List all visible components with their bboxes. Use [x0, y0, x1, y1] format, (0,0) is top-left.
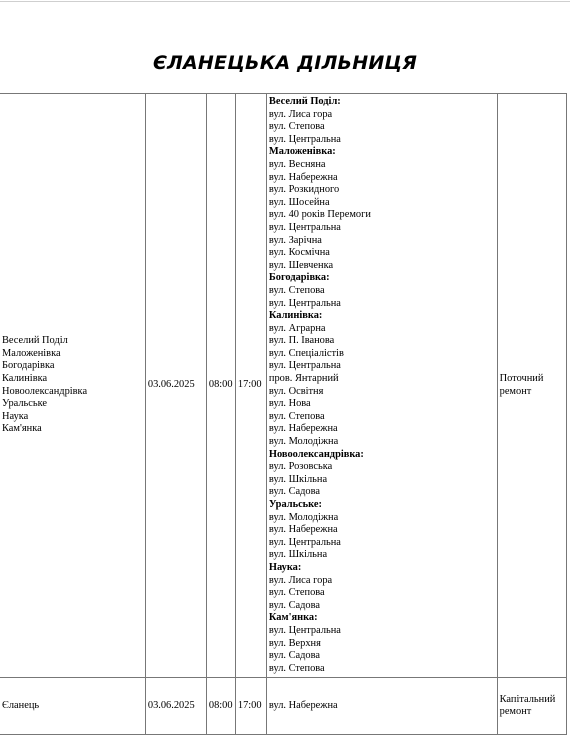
- street-item: вул. Спеціалістів: [268, 347, 344, 359]
- work-type-line: Капітальний: [499, 693, 556, 705]
- date-cell: 03.06.2025: [145, 94, 206, 678]
- town-heading: Новоолександрівка:: [268, 448, 364, 460]
- street-item: вул. Садова: [268, 650, 320, 662]
- street-item: вул. Степова: [268, 121, 325, 133]
- work-type-line: ремонт: [499, 706, 532, 718]
- time-from-cell: 08:00: [206, 678, 235, 735]
- settlements-cell: [0, 678, 145, 735]
- street-item: вул. Степова: [268, 284, 325, 296]
- work-type-cell: [497, 678, 566, 735]
- street-item: вул. Лиса гора: [268, 574, 333, 586]
- street-item: вул. Центральна: [268, 624, 341, 636]
- street-item: вул. 40 років Перемоги: [268, 209, 371, 221]
- town-heading: Уральське:: [268, 499, 322, 510]
- street-item: вул. Верхня: [268, 637, 321, 649]
- settlement-name: Богодарівка: [2, 360, 55, 372]
- street-item: вул. Нова: [268, 398, 311, 410]
- time-to-cell: 17:00: [235, 94, 266, 678]
- street-item: вул. Набережна: [268, 171, 338, 183]
- page-title: ЄЛАНЕЦЬКА ДІЛЬНИЦЯ: [152, 52, 418, 74]
- street-item: вул. Центральна: [268, 536, 341, 548]
- street-item: вул. Центральна: [268, 221, 341, 233]
- settlement-name: Єланець: [2, 700, 40, 712]
- work-type-line: ремонт: [499, 385, 532, 397]
- street-item: вул. Космічна: [268, 247, 330, 259]
- street-item: вул. Лиса гора: [268, 108, 333, 120]
- street-item: вул. Степова: [268, 410, 325, 422]
- date-cell: 03.06.2025: [145, 678, 206, 735]
- addresses-cell: вул. Набережна: [266, 678, 497, 735]
- settlement-name: Кам'янка: [2, 423, 42, 435]
- street-item: вул. Садова: [268, 486, 320, 498]
- street-item: вул. Освітня: [268, 385, 324, 397]
- outage-schedule-table: [0, 93, 567, 735]
- street-item: вул. Набережна: [268, 423, 338, 435]
- street-item: вул. Шевченка: [268, 259, 334, 271]
- street-item: вул. Молодіжна: [268, 511, 339, 523]
- town-heading: Богодарівка:: [268, 272, 330, 284]
- settlement-name: Калинівка: [2, 373, 48, 385]
- settlement-name: Уральське: [2, 398, 48, 410]
- settlement-name: Веселий Поділ: [2, 335, 68, 347]
- street-item: вул. Розовська: [268, 461, 333, 473]
- table-row: [0, 94, 567, 678]
- settlement-name: Наука: [2, 410, 29, 422]
- street-item: вул. Степова: [268, 662, 325, 674]
- street-item: вул. Центральна: [268, 297, 341, 309]
- settlement-name: Маложенівка: [2, 347, 61, 359]
- street-item: вул. Аграрна: [268, 322, 326, 334]
- street-item: вул. Молодіжна: [268, 436, 339, 448]
- settlements-cell: [0, 94, 145, 678]
- street-item: вул. Садова: [268, 599, 320, 611]
- street-item: вул. П. Іванова: [268, 335, 335, 347]
- street-item: вул. Шкільна: [268, 473, 328, 485]
- work-type-cell: [497, 94, 566, 678]
- street-item: вул. Розкидного: [268, 184, 340, 196]
- time-from-cell: 08:00: [206, 94, 235, 678]
- street-item: вул. Шкільна: [268, 549, 328, 561]
- town-heading: Маложенівка:: [268, 146, 336, 158]
- town-heading: Кам'янка:: [268, 612, 318, 624]
- top-divider: [0, 1, 570, 2]
- town-heading: Калинівка:: [268, 310, 323, 322]
- street-item: вул. Степова: [268, 587, 325, 599]
- table-row: [0, 678, 567, 735]
- street-item: вул. Шосейна: [268, 196, 330, 208]
- settlement-name: Новоолександрівка: [2, 385, 88, 397]
- time-to-cell: 17:00: [235, 678, 266, 735]
- street-item: пров. Янтарний: [268, 373, 339, 385]
- addresses-cell: [266, 94, 497, 678]
- work-type-line: Поточний: [499, 373, 544, 385]
- town-heading: Наука:: [268, 561, 302, 573]
- street-item: вул. Зарічна: [268, 234, 322, 246]
- street-item: вул. Центральна: [268, 133, 341, 145]
- street-item: вул. Центральна: [268, 360, 341, 372]
- town-heading: Веселий Поділ:: [268, 96, 341, 107]
- street-item: вул. Весняна: [268, 158, 326, 170]
- street-item: вул. Набережна: [268, 524, 338, 536]
